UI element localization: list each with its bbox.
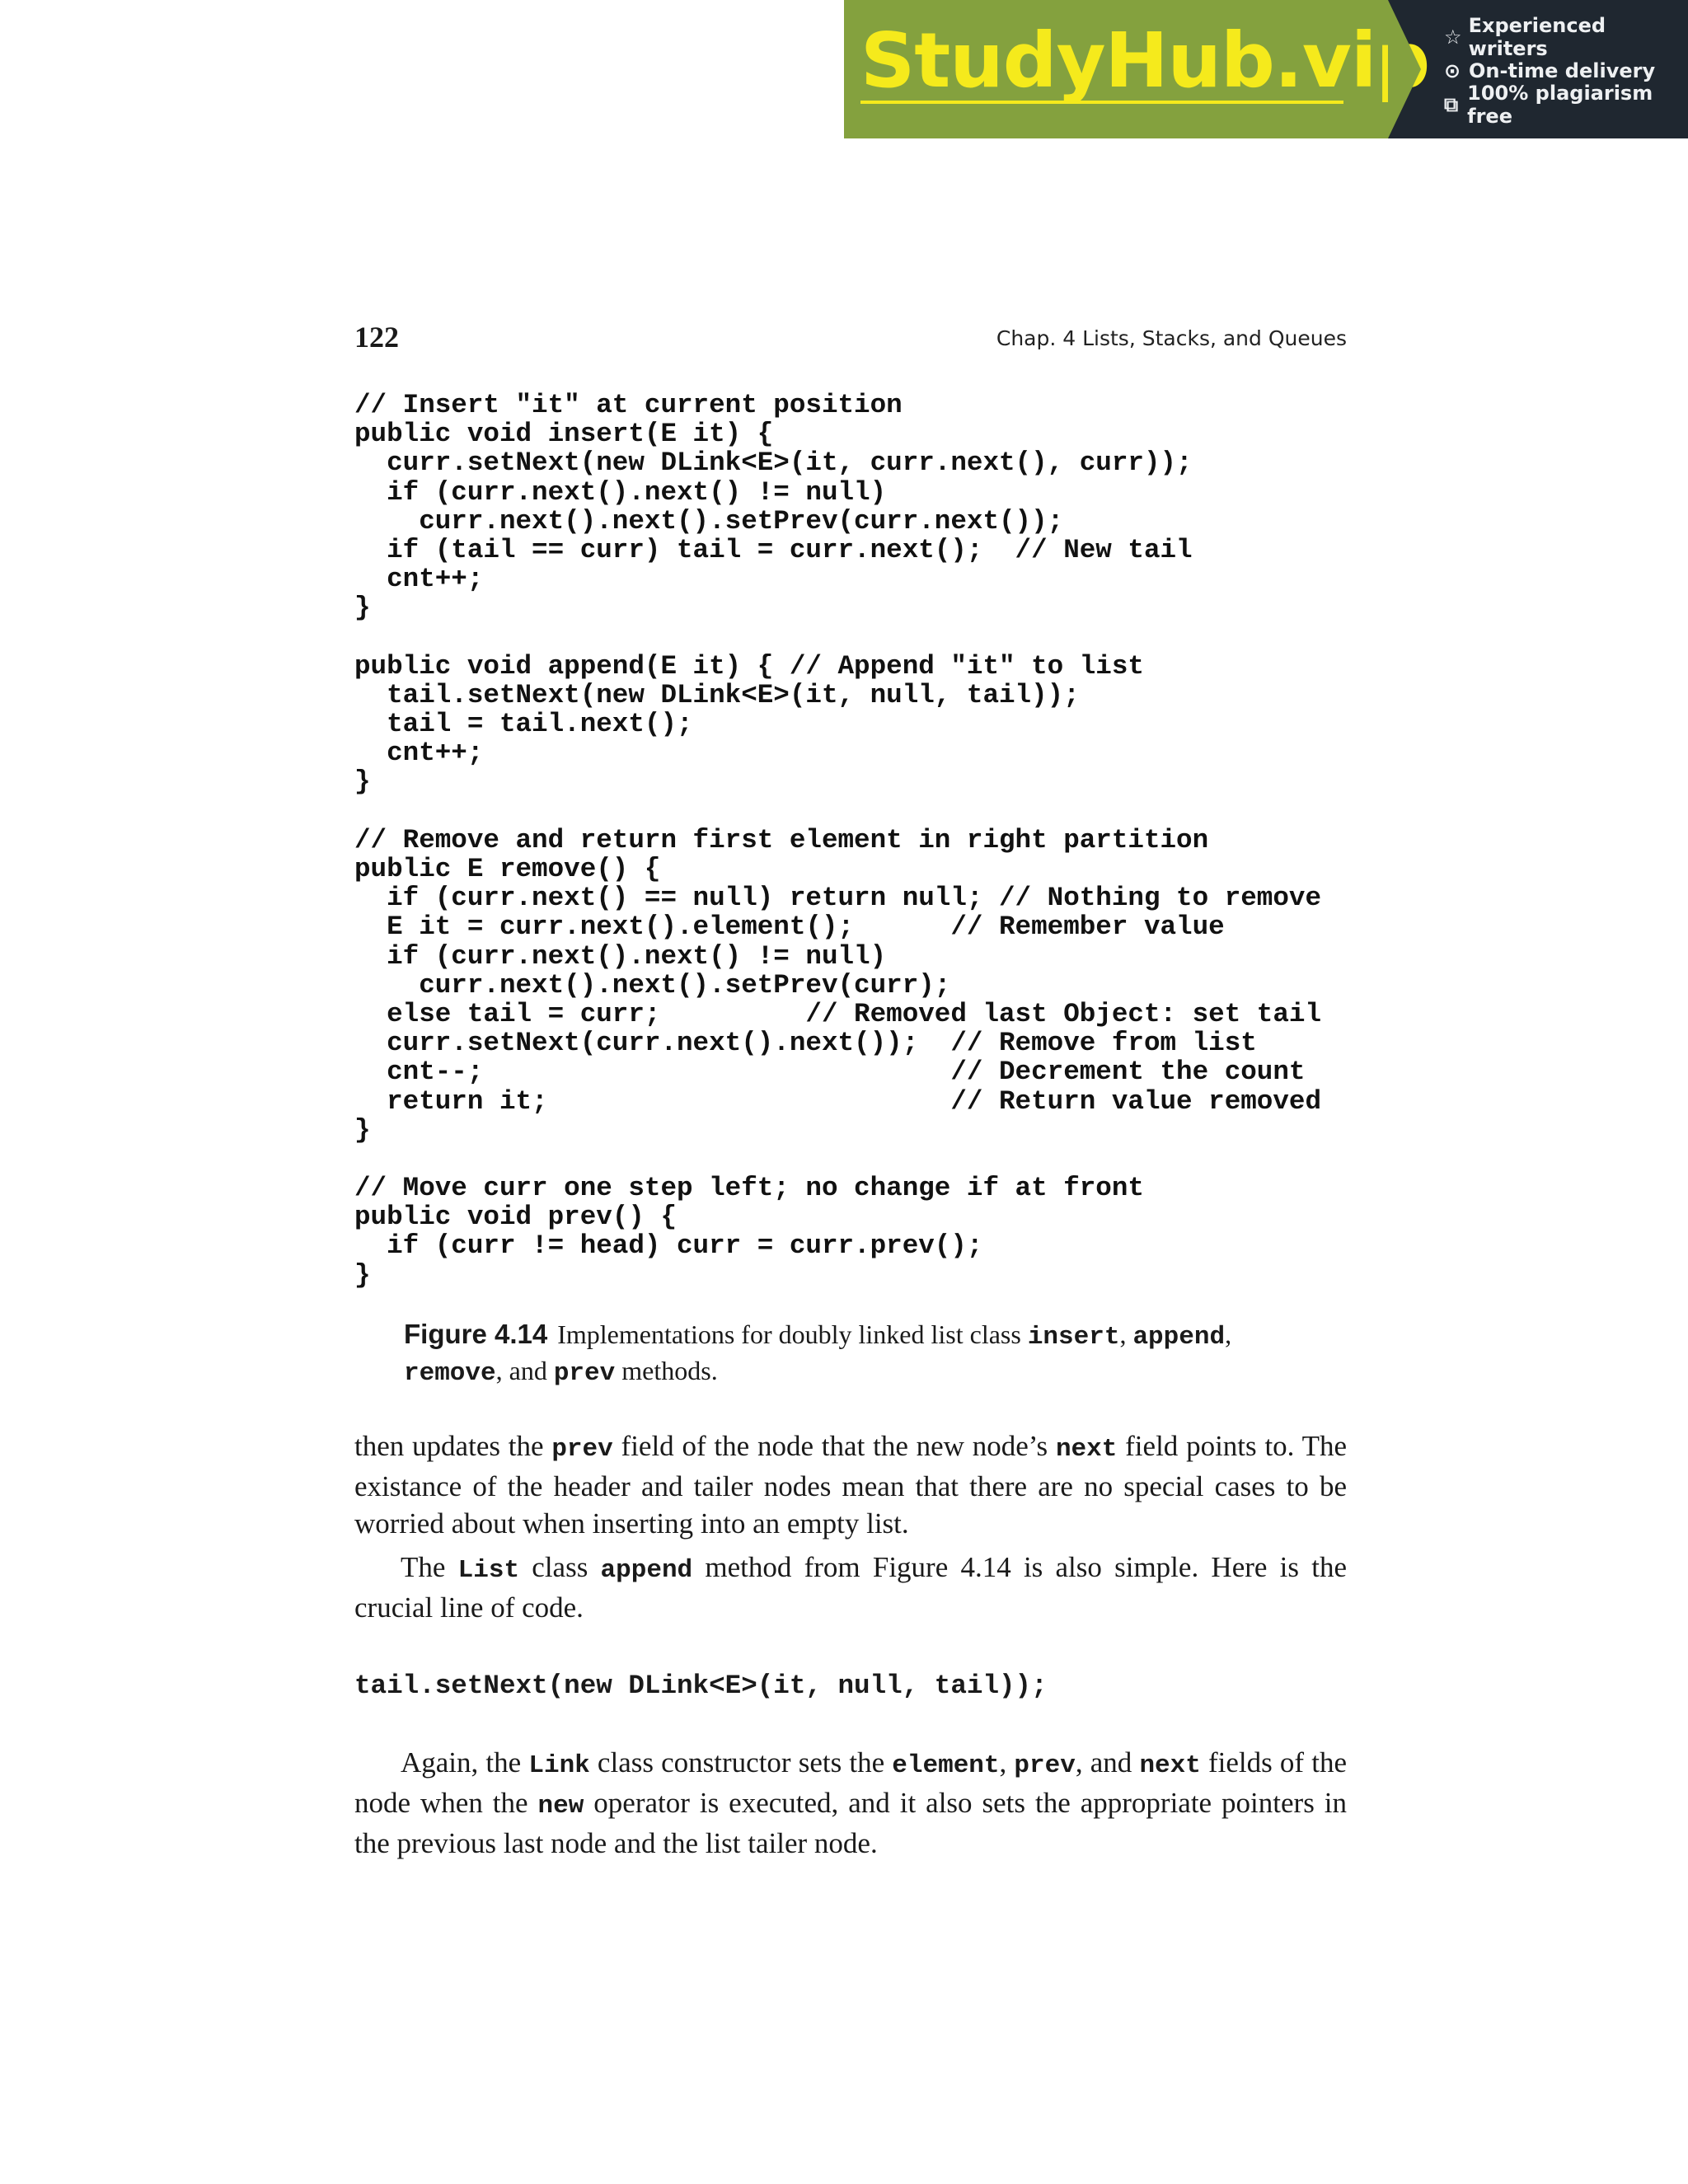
code-line: // Insert "it" at current position [354,390,903,420]
inline-code: append [600,1556,693,1585]
code-line: } [354,1259,371,1291]
body-paragraph [354,1744,1347,1862]
code-snippet: tail.setNext(new DLink<E>(it, null, tail)); [354,1671,1048,1701]
para-text: class [519,1551,601,1583]
badge-text: 100% plagiarism free [1467,81,1653,128]
code-line: public E remove() { [354,854,661,884]
para-text: method from Figure 4.14 is also simple. Here is the crucial line of code. [354,1551,1347,1624]
code-line: } [354,1114,371,1146]
para-text: field of the node that the new node’s [612,1430,1056,1462]
caption-text: , [1225,1319,1232,1349]
inline-code: Link [528,1751,590,1780]
caption-text: , and [495,1356,554,1385]
caption-text: methods. [615,1356,718,1385]
star-icon: ☆ [1444,25,1462,49]
para-text: then updates the [354,1430,552,1462]
caption-text: Implementations for doubly linked list class [557,1319,1028,1349]
banner-badges [1388,0,1688,138]
code-line: public void append(E it) { // Append "it" to list [354,650,1144,682]
code-line: public void insert(E it) { [354,419,774,450]
code-line: if (curr.next().next() != null) [354,476,887,508]
para-text: field points to. The existance of the header and tailer nodes mean that there are no special cases to be worried about when inserting into an empty list. [354,1430,1348,1540]
caption-code: remove [404,1359,496,1388]
para-text: The [401,1551,458,1583]
caption-code: prev [553,1359,616,1388]
code-line: curr.next().next().setPrev(curr.next()); [354,505,1064,537]
inline-code: List [457,1556,520,1585]
figure-label: Figure 4.14 [404,1319,548,1349]
code-line [354,1145,1321,1174]
code-listing [354,391,1321,1290]
para-text: , [999,1746,1015,1779]
para-text: class constructor sets the [589,1746,893,1779]
para-text: , and [1075,1746,1140,1779]
code-line: if (curr.next() == null) return null; // Nothing to remove [354,883,1322,914]
code-line: return it; // Return value removed [354,1085,1322,1117]
inline-code: next [1139,1751,1201,1780]
code-line: if (curr.next().next() != null) [354,940,887,972]
badge-plagiarism-free [1444,81,1688,128]
code-line: curr.setNext(new DLink<E>(it, curr.next(), curr)); [354,448,1193,479]
inline-code: element [892,1751,1000,1780]
running-head: Chap. 4 Lists, Stacks, and Queues [996,326,1347,350]
code-line [354,623,1321,652]
code-line: cnt++; [354,738,484,769]
code-line: tail.setNext(new DLink<E>(it, null, tail)); [354,679,1080,710]
code-line: E it = curr.next().element(); // Remember value [354,912,1225,943]
code-line: if (curr != head) curr = curr.prev(); [354,1230,983,1262]
studyhub-logo [860,16,1430,105]
code-line: curr.next().next().setPrev(curr); [354,969,951,1001]
inline-code: prev [551,1435,613,1464]
code-line: curr.setNext(curr.next().next()); // Remove from list [354,1028,1257,1059]
para-text: fields of the node when the [354,1746,1347,1819]
para-text: Again, the [401,1746,529,1779]
copy-icon: ⧉ [1444,92,1459,116]
body-paragraph [354,1549,1347,1626]
code-line: } [354,593,371,624]
badge-experienced-writers [1444,13,1688,60]
caption-code: insert [1027,1323,1120,1352]
banner-logo-area[interactable] [844,0,1430,138]
code-line: // Remove and return first element in right partition [354,824,1209,855]
inline-code: new [537,1792,584,1821]
code-line: else tail = curr; // Removed last Object: set tail [354,998,1322,1029]
caption-code: append [1132,1323,1226,1352]
inline-code: next [1055,1435,1118,1464]
code-line: cnt--; // Decrement the count [354,1057,1306,1088]
code-line: public void prev() { [354,1202,678,1233]
figure-caption [404,1317,1352,1390]
body-paragraph [354,1427,1347,1542]
badge-text: On-time delivery [1469,59,1656,82]
code-line: tail = tail.next(); [354,709,693,740]
code-line: // Move curr one step left; no change if at front [354,1173,1144,1204]
inline-code: prev [1014,1751,1076,1780]
page-number: 122 [354,321,399,354]
code-line: if (tail == curr) tail = curr.next(); // New tail [354,534,1193,565]
badge-text: Experienced writers [1468,13,1606,60]
code-line: cnt++; [354,564,484,595]
clock-icon: ⊙ [1444,59,1461,82]
code-line [354,797,1321,826]
code-line: } [354,766,371,798]
logo-text: StudyHub.vip [860,16,1430,105]
ad-banner[interactable] [844,0,1688,138]
caption-text: , [1119,1319,1133,1349]
para-text: operator is executed, and it also sets the appropriate pointers in the previous last node and the list tailer node. [354,1787,1348,1859]
